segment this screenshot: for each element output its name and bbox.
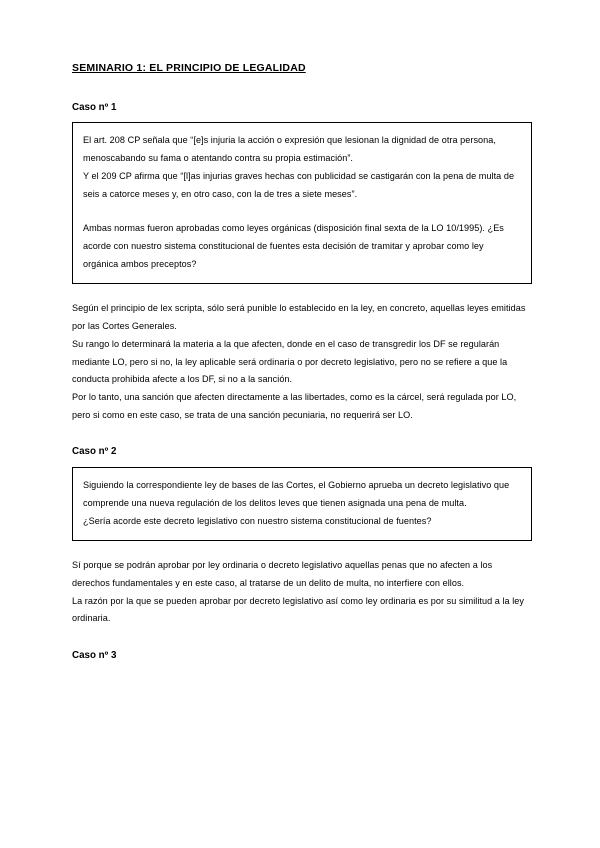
case-statement-line: Ambas normas fueron aprobadas como leyes orgánicas (disposición final sexta de la LO 10/1995). ¿Es acorde con nuestro sistema constitucional de fuentes esta decisión de tramitar y aprobar como ley orgánica ambos preceptos?	[83, 223, 504, 269]
case-statement-line: Y el 209 CP afirma que “[l]as injurias graves hechas con publicidad se castigarán con la pena de multa de seis a catorce meses y, en otro caso, con la de tres a siete meses”.	[83, 170, 515, 199]
answer-paragraph: Sí porque se podrán aprobar por ley ordinaria o decreto legislativo aquellas penas que no afecten a los derechos fundamentales y en este caso, al tratarse de un delito de multa, no interfiere con ellos.	[72, 560, 493, 589]
case-statement-box-1	[72, 122, 532, 284]
case-statement-line: Siguiendo la correspondiente ley de bases de las Cortes, el Gobierno aprueba un decreto legislativo que comprende una nueva regulación de los delitos leves que tienen asignada una pena de multa.	[83, 480, 510, 508]
answer-paragraph: Según el principio de lex scripta, sólo será punible lo establecido en la ley, en concreto, aquellas leyes emitidas por las Cortes Generales.	[72, 303, 526, 332]
case-answer-1	[72, 300, 532, 424]
case-answer-2	[72, 557, 532, 628]
answer-paragraph: Su rango lo determinará la materia a la que afecten, donde en el caso de transgredir los DF se regularán mediante LO, pero si no, la ley aplicable será ordinaria o por decreto legislativo, pero no se refiere a que la conducta prohibida afecte a los DF, si no a la sanción.	[72, 338, 508, 385]
page-title: SEMINARIO 1: EL PRINCIPIO DE LEGALIDAD	[72, 62, 306, 74]
case-statement-box-2	[72, 467, 532, 541]
case-statement-line: ¿Sería acorde este decreto legislativo con nuestro sistema constitucional de fuentes?	[83, 515, 432, 526]
answer-paragraph: La razón por la que se pueden aprobar por decreto legislativo así como ley ordinaria es por su similitud a la ley ordinaria.	[72, 595, 524, 624]
paragraph-spacer	[83, 203, 521, 220]
case-heading-1: Caso nº 1	[72, 101, 117, 113]
case-heading-3: Caso nº 3	[72, 650, 117, 662]
answer-paragraph: Por lo tanto, una sanción que afecten directamente a las libertades, como es la cárcel, será regulada por LO, pero si como en este caso, se trata de una sanción pecuniaria, no requerirá ser LO.	[72, 392, 517, 420]
case-statement-line: El art. 208 CP señala que “[e]s injuria la acción o expresión que lesionan la dignidad de otra persona, menoscabando su fama o atentando contra su propia estimación”.	[83, 135, 496, 164]
case-heading-2: Caso nº 2	[72, 446, 117, 458]
